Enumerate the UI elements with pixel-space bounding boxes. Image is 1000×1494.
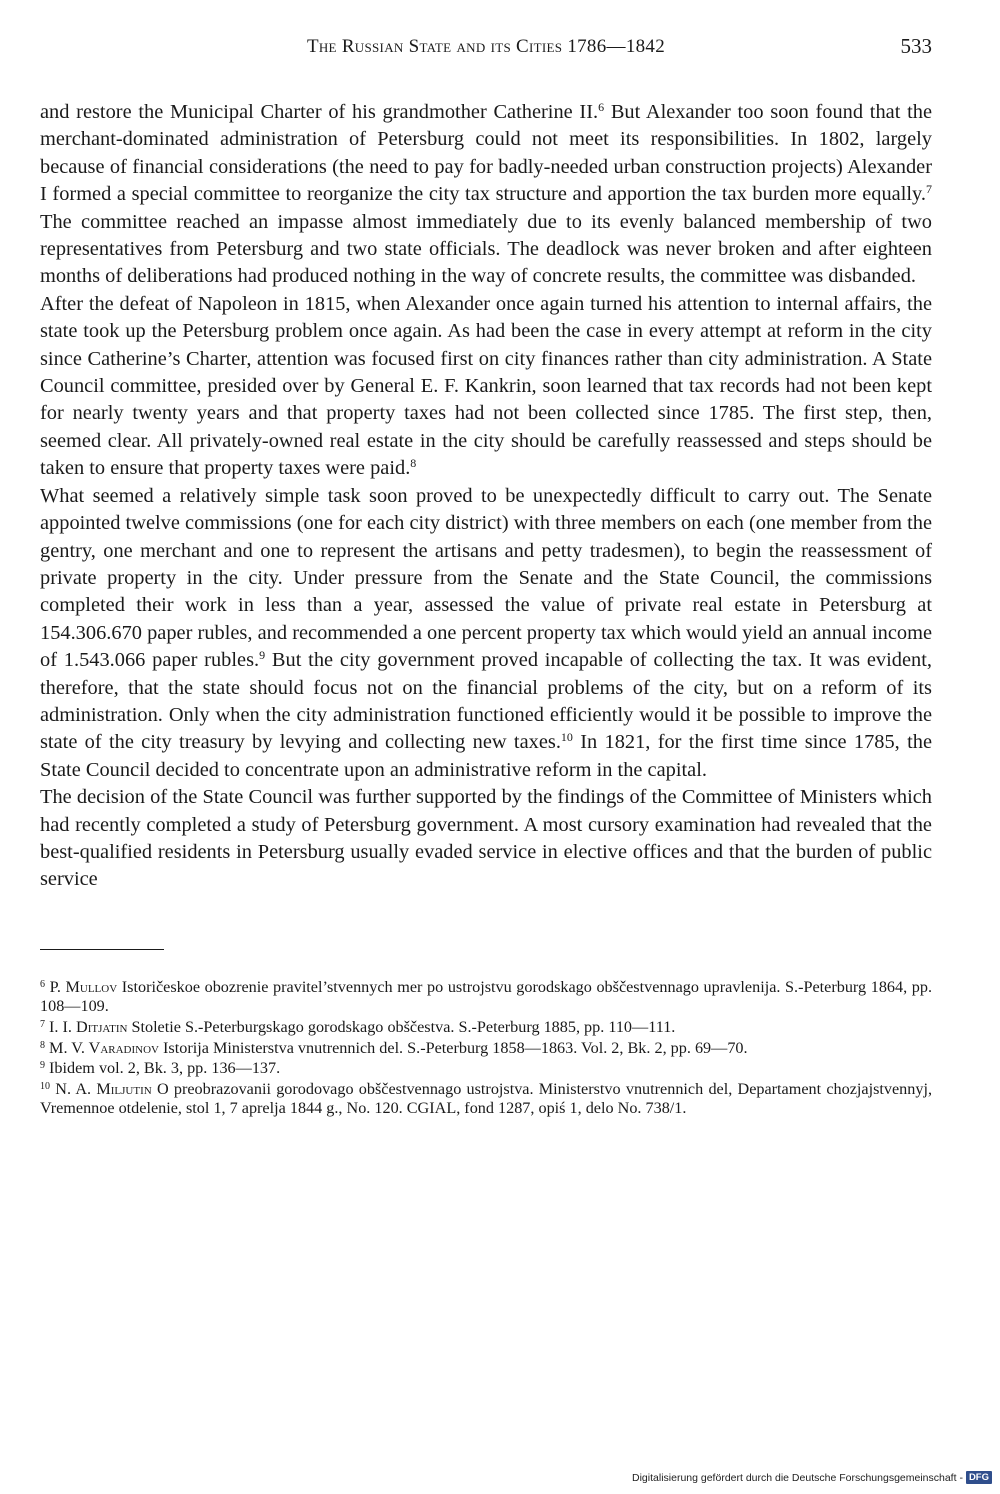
- paragraph-text: What seemed a relatively simple task soon proved to be unexpectedly difficult to carry out. The Senate appointed twelve commissions (one for each city district) with three members on each (one member from the gentry, one merchant and one to represent the artisans and petty tradesmen), to begin the reassessment of private property in the city. Under pressure from the Senate and the State Council, the commissions completed their work in less than a year, assessed the value of private real estate in Petersburg at 154.306.670 paper rubles, and recommended a one percent property tax which would yield an annual income of 1.543.066 paper rubles.: [40, 484, 932, 672]
- footnote: [40, 978, 932, 1017]
- digitization-credit: [632, 1471, 992, 1484]
- footnote-text: Istoričeskoe obozrenie pravitel’stvennych mer po ustrojstvu gorodskago obščestvennago upravlenija. S.-Peterburg 1864, pp. 108—109.: [40, 977, 933, 1016]
- footnote-marker: 10: [560, 730, 573, 745]
- footnote-number: 8: [40, 1039, 45, 1051]
- paragraph: [40, 784, 932, 894]
- footnote-number: 10: [40, 1080, 50, 1092]
- footnote-marker: 8: [410, 456, 417, 471]
- footnote-text: Istorija Ministerstva vnutrennich del. S.-Peterburg 1858—1863. Vol. 2, Bk. 2, pp. 69—70.: [159, 1038, 748, 1057]
- credit-text: Digitalisierung gefördert durch die Deutsche Forschungsgemeinschaft -: [632, 1471, 963, 1484]
- footnote-author: P. Mullov: [49, 977, 118, 996]
- paragraph-text: The committee reached an impasse almost immediately due to its evenly balanced membership of two representatives from Petersburg and two state officials. The deadlock was never broken and after eighteen months of deliberations had produced nothing in the way of concrete results, the committee was disbanded.: [40, 210, 932, 288]
- paragraph-text: But Alexander too soon found that the merchant-dominated administration of Petersburg could not meet its responsibilities. In 1802, largely because of financial considerations (the need to pay for badly-needed urban construction projects) Alexander I formed a special committee to reorganize the city tax structure and apportion the tax burden more equally.: [40, 101, 932, 206]
- footnote-marker: 6: [598, 100, 605, 114]
- footnote: [40, 1039, 932, 1059]
- footnote-text: O preobrazovanii gorodovago obščestvennago ustrojstva. Ministerstvo vnutrennich del, Departament chozjajstvennyj, Vremennoe otdelenie, stol 1, 7 aprelja 1844 g., No. 120. CGIAL, fond 1287, opiś 1, delo No. 738/1.: [40, 1079, 933, 1118]
- dfg-logo-icon: DFG: [966, 1471, 992, 1484]
- body-text: [40, 99, 932, 894]
- paragraph: [40, 99, 932, 291]
- paragraph-text: In 1821, for the first time since 1785, the State Council decided to concentrate upon an administrative reform in the capital.: [40, 731, 932, 781]
- footnote-number: 9: [40, 1060, 45, 1072]
- footnote: [40, 1018, 932, 1038]
- footnote-author: M. V. Varadinov: [49, 1038, 159, 1057]
- paragraph-text: After the defeat of Napoleon in 1815, when Alexander once again turned his attention to internal affairs, the state took up the Petersburg problem once again. As had been the case in every attempt at reform in the city since Catherine’s Charter, attention was focused first on city finances rather than city administration. A State Council committee, presided over by General E. F. Kankrin, soon learned that tax records had not been kept for nearly twenty years and that property taxes had not been collected since 1785. The first step, then, seemed clear. All privately-owned real estate in the city should be carefully reassessed and steps should be taken to ensure that property taxes were paid.: [40, 292, 932, 480]
- footnote-text: Ibidem vol. 2, Bk. 3, pp. 136—137.: [49, 1059, 281, 1078]
- paragraph: [40, 483, 932, 784]
- footnote: [40, 1059, 932, 1079]
- footnote-number: 7: [40, 1018, 45, 1030]
- footnote-author: I. I. Ditjatin: [49, 1017, 128, 1036]
- footnote-separator: [40, 949, 164, 950]
- footnote-author: N. A. Miljutin: [55, 1079, 152, 1098]
- footnote-number: 6: [40, 978, 45, 990]
- paragraph-text: and restore the Municipal Charter of his grandmother Catherine II.: [40, 101, 599, 123]
- footnote: [40, 1080, 932, 1119]
- paragraph-text: But the city government proved incapable of collecting the tax. It was evident, therefore, that the state should focus not on the financial problems of the city, but on a reform of its administration. Only when the city administration functioned efficiently would it be possible to improve the state of the city treasury by levying and collecting new taxes.: [40, 649, 932, 754]
- footnotes: [40, 978, 932, 1119]
- footnote-marker: 9: [259, 648, 266, 663]
- running-title: The Russian State and its Cities 1786—1842: [306, 36, 666, 57]
- paragraph-text: The decision of the State Council was further supported by the findings of the Committee of Ministers which had recently completed a study of Petersburg government. A most cursory examination had revealed that the best-qualified residents in Petersburg usually evaded service in elective offices and that the burden of public service: [40, 786, 932, 891]
- footnote-marker: 7: [926, 182, 932, 197]
- running-header: [40, 36, 932, 66]
- footnote-text: Stoletie S.-Peterburgskago gorodskago obščestva. S.-Peterburg 1885, pp. 110—111.: [127, 1017, 676, 1036]
- paragraph: [40, 291, 932, 483]
- page-number: 533: [900, 34, 932, 58]
- page: [40, 36, 932, 1120]
